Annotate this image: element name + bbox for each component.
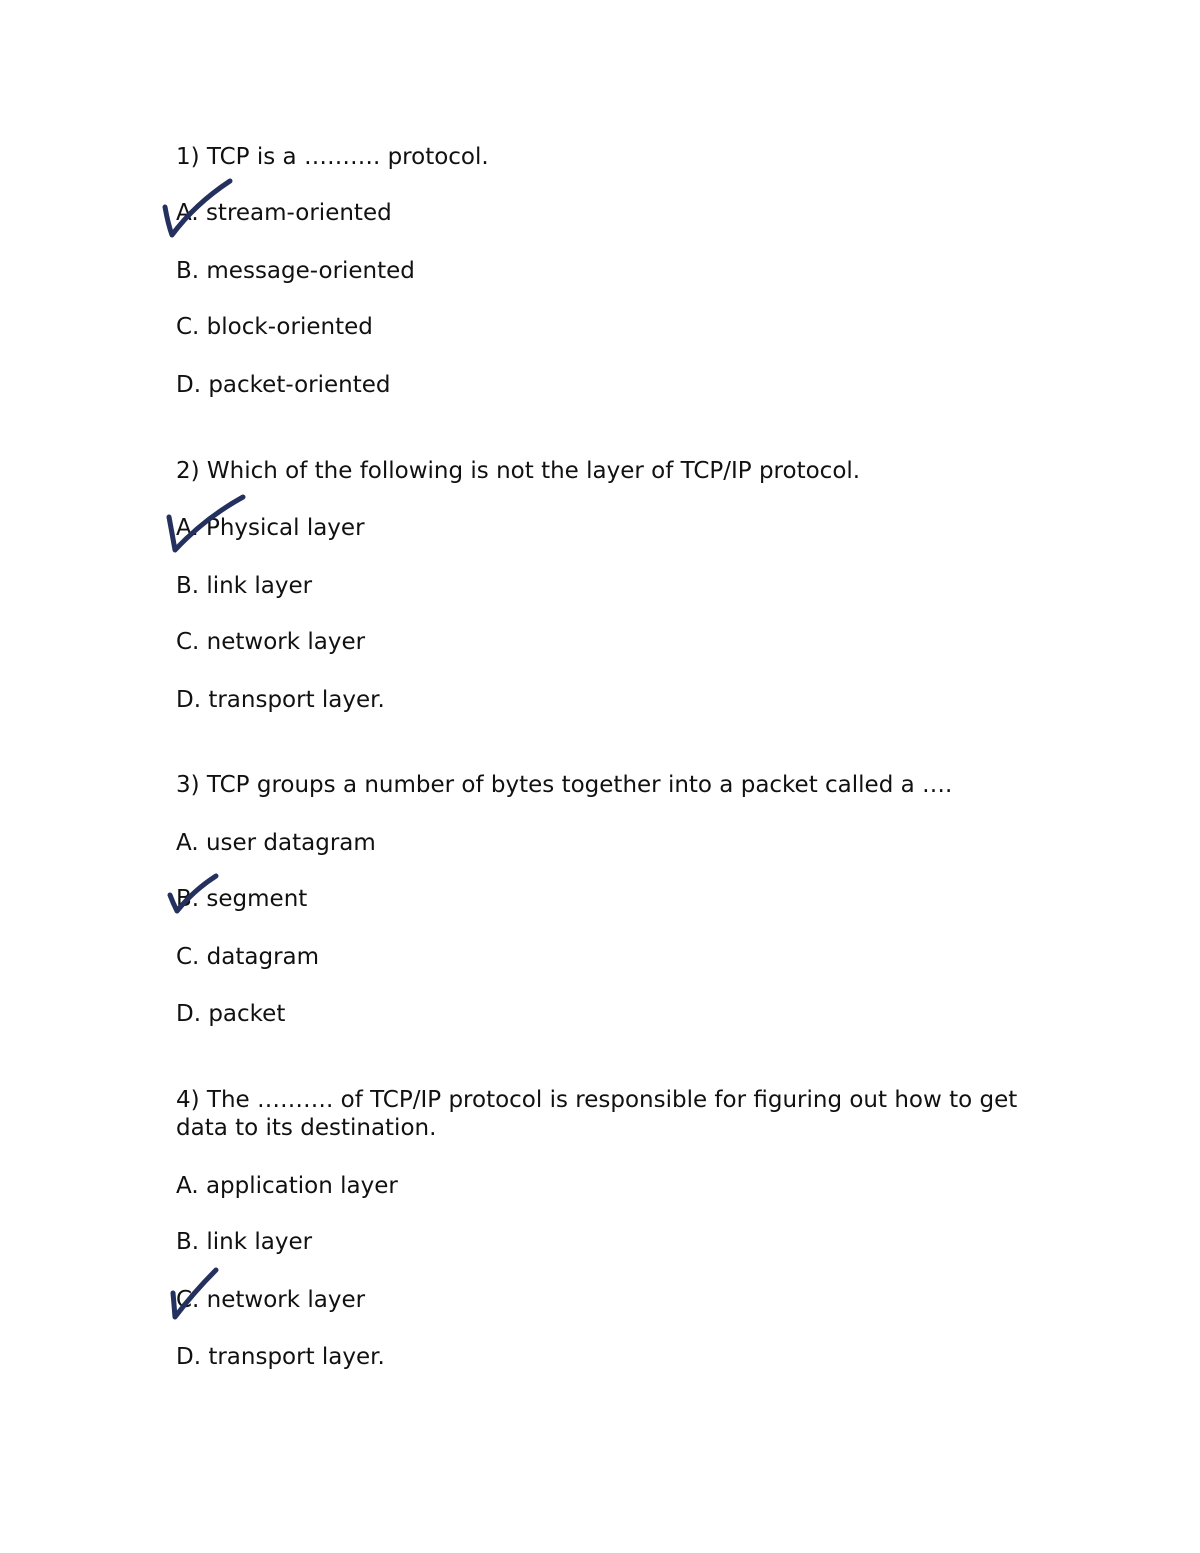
- question-2-option-c: C. network layer: [176, 629, 366, 655]
- question-3-option-c: C. datagram: [176, 944, 320, 970]
- question-3-option-a: A. user datagram: [176, 830, 376, 856]
- question-4-option-a: A. application layer: [176, 1173, 398, 1199]
- question-2-option-a: A. Physical layer: [176, 515, 365, 541]
- checkmark-icon: [160, 1262, 250, 1332]
- checkmark-icon: [160, 868, 250, 938]
- question-1-option-c: C. block-oriented: [176, 314, 373, 340]
- checkmark-icon: [160, 488, 250, 558]
- question-4-option-d: D. transport layer.: [176, 1344, 385, 1370]
- question-3-option-d: D. packet: [176, 1001, 286, 1027]
- question-1-option-a: A. stream-oriented: [176, 200, 392, 226]
- question-2-text: 2) Which of the following is not the layer of TCP/IP protocol.: [176, 458, 861, 484]
- question-2-option-b: B. link layer: [176, 573, 313, 599]
- question-3-option-b: B. segment: [176, 886, 308, 912]
- checkmark-icon: [155, 172, 245, 242]
- question-1-option-d: D. packet-oriented: [176, 372, 391, 398]
- question-4-option-c: C. network layer: [176, 1287, 366, 1313]
- question-2-option-d: D. transport layer.: [176, 687, 385, 713]
- question-4-option-b: B. link layer: [176, 1229, 313, 1255]
- question-4-text: 4) The ………. of TCP/IP protocol is responsible for figuring out how to get data to its destination.: [176, 1087, 1018, 1141]
- question-1-option-b: B. message-oriented: [176, 258, 415, 284]
- question-1-text: 1) TCP is a ………. protocol.: [176, 144, 489, 170]
- question-3-text: 3) TCP groups a number of bytes together into a packet called a ….: [176, 772, 953, 798]
